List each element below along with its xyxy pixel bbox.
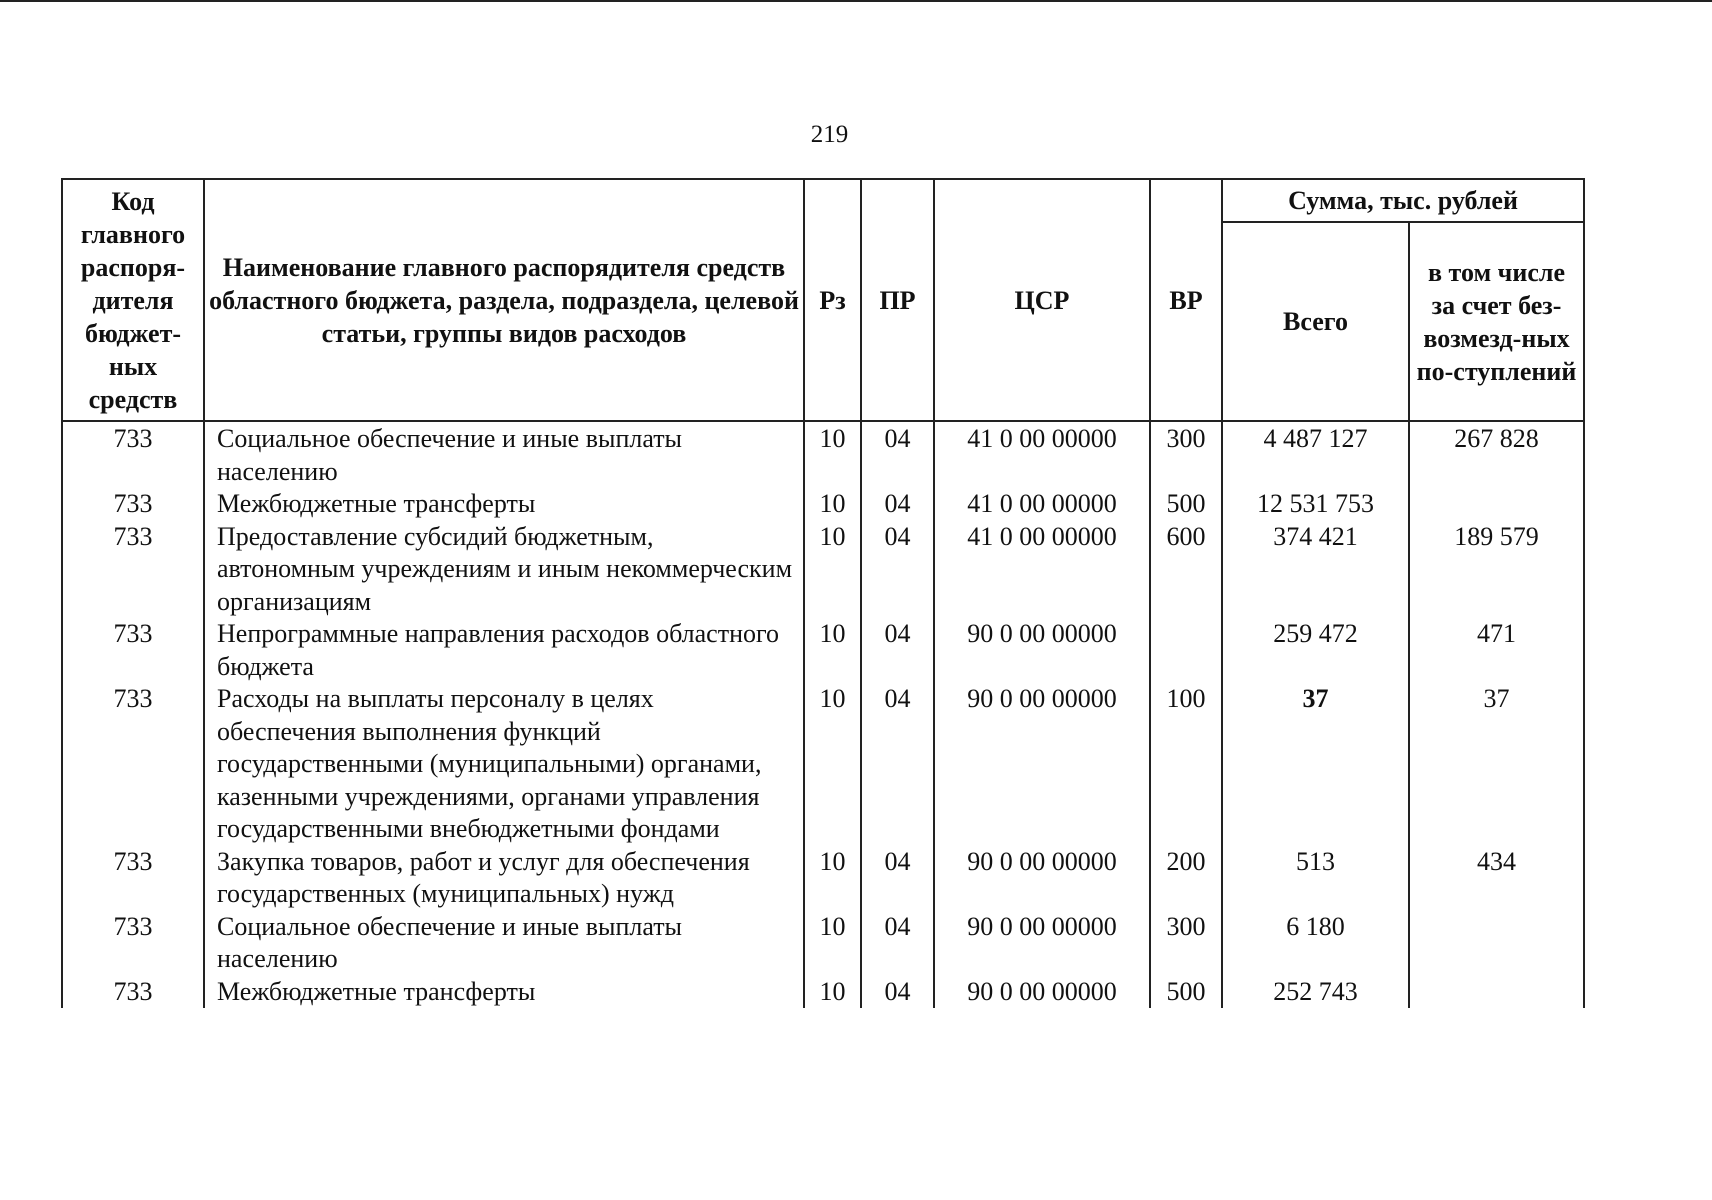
header-code: Код главного распоря-дителя бюджет-ных средств [62,179,204,421]
cell-vr: 300 [1150,911,1222,976]
cell-pr: 04 [861,976,934,1009]
cell-pr: 04 [861,911,934,976]
cell-code: 733 [62,976,204,1009]
cell-pr: 04 [861,521,934,619]
cell-csr: 41 0 00 00000 [934,488,1150,521]
page-number: 219 [810,121,849,148]
cell-vr: 100 [1150,683,1222,846]
header-total: Всего [1222,222,1409,421]
table-row [62,976,1584,1009]
cell-pr: 04 [861,421,934,488]
cell-csr: 41 0 00 00000 [934,421,1150,488]
cell-name: Расходы на выплаты персоналу в целях обеспечения выполнения функций государственными (муниципальными) органами, казенными учреждениями, органами управления государственными внебюджетными фондами [204,683,804,846]
cell-incl: 434 [1409,846,1584,911]
cell-name: Социальное обеспечение и иные выплаты населению [204,911,804,976]
cell-name: Непрограммные направления расходов областного бюджета [204,618,804,683]
table-row [62,421,1584,488]
cell-total: 4 487 127 [1222,421,1409,488]
cell-total: 374 421 [1222,521,1409,619]
cell-name: Межбюджетные трансферты [204,976,804,1009]
cell-vr [1150,618,1222,683]
cell-csr: 41 0 00 00000 [934,521,1150,619]
table-body [62,421,1584,1008]
cell-vr: 600 [1150,521,1222,619]
scan-top-edge [0,0,1712,2]
cell-code: 733 [62,488,204,521]
header-csr: ЦСР [934,179,1150,421]
cell-rz: 10 [804,488,861,521]
table-header [62,179,1584,421]
cell-rz: 10 [804,846,861,911]
cell-code: 733 [62,421,204,488]
cell-csr: 90 0 00 00000 [934,846,1150,911]
cell-csr: 90 0 00 00000 [934,976,1150,1009]
cell-code: 733 [62,521,204,619]
table-row [62,911,1584,976]
cell-rz: 10 [804,421,861,488]
cell-name: Социальное обеспечение и иные выплаты населению [204,421,804,488]
cell-rz: 10 [804,618,861,683]
cell-incl: 189 579 [1409,521,1584,619]
budget-table [61,178,1585,1008]
table-row [62,618,1584,683]
cell-incl [1409,976,1584,1009]
cell-pr: 04 [861,683,934,846]
cell-pr: 04 [861,618,934,683]
header-sum-group: Сумма, тыс. рублей [1222,179,1584,222]
cell-incl [1409,911,1584,976]
cell-rz: 10 [804,521,861,619]
cell-csr: 90 0 00 00000 [934,618,1150,683]
header-name: Наименование главного распорядителя средств областного бюджета, раздела, подраздела, целевой статьи, группы видов расходов [204,179,804,421]
cell-vr: 200 [1150,846,1222,911]
table-row [62,846,1584,911]
cell-total: 252 743 [1222,976,1409,1009]
header-rz: Рз [804,179,861,421]
cell-rz: 10 [804,976,861,1009]
cell-name: Предоставление субсидий бюджетным, автономным учреждениям и иным некоммерческим организациям [204,521,804,619]
cell-pr: 04 [861,488,934,521]
cell-incl: 267 828 [1409,421,1584,488]
cell-csr: 90 0 00 00000 [934,911,1150,976]
cell-total: 37 [1222,683,1409,846]
cell-vr: 300 [1150,421,1222,488]
cell-code: 733 [62,846,204,911]
header-incl: в том числе за счет без-возмезд-ных по-ступлений [1409,222,1584,421]
cell-total: 513 [1222,846,1409,911]
table-row [62,683,1584,846]
header-pr: ПР [861,179,934,421]
cell-rz: 10 [804,683,861,846]
cell-vr: 500 [1150,976,1222,1009]
table-row [62,488,1584,521]
table-row [62,521,1584,619]
cell-incl: 37 [1409,683,1584,846]
cell-code: 733 [62,911,204,976]
cell-vr: 500 [1150,488,1222,521]
cell-csr: 90 0 00 00000 [934,683,1150,846]
cell-pr: 04 [861,846,934,911]
cell-incl [1409,488,1584,521]
header-vr: ВР [1150,179,1222,421]
cell-total: 259 472 [1222,618,1409,683]
cell-name: Закупка товаров, работ и услуг для обеспечения государственных (муниципальных) нужд [204,846,804,911]
cell-total: 12 531 753 [1222,488,1409,521]
cell-code: 733 [62,618,204,683]
cell-total: 6 180 [1222,911,1409,976]
cell-incl: 471 [1409,618,1584,683]
cell-rz: 10 [804,911,861,976]
cell-code: 733 [62,683,204,846]
cell-name: Межбюджетные трансферты [204,488,804,521]
